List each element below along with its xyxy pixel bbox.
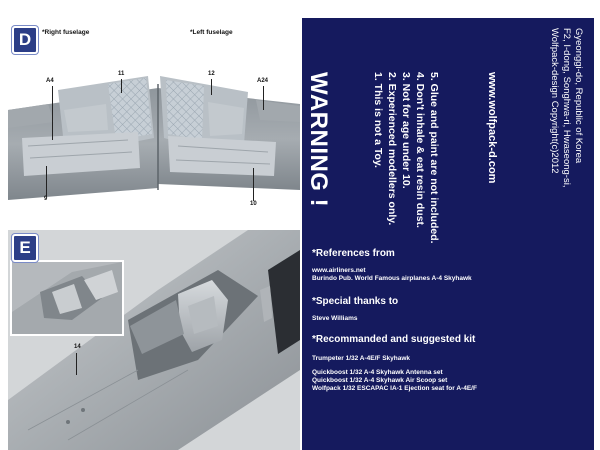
callout-10: 10 [250,201,257,207]
warning-line-4: 4. Don't inhale & eat resin dust. [414,72,426,228]
callout-9-leader [46,166,47,196]
callout-a4: A4 [46,78,54,84]
warning-line-3: 3. Not for age under 10. [400,72,412,189]
kits-section [312,334,592,393]
callout-a4-leader [52,86,53,140]
warning-line-5: 5. Glue and paint are not included. [428,72,440,244]
panel-e-cockpit-photo [8,230,300,450]
callout-12: 12 [208,71,215,77]
callout-10-leader [253,168,254,201]
callout-11: 11 [118,71,125,77]
callout-14-leader [76,353,77,375]
copyright-line-2: F2, I-dong, Songhwa-ri, Hwaseong-si, [561,28,572,188]
panel-e-badge: E [12,234,38,262]
kits-line-1: Quickboost 1/32 A-4 Skyhawk Antenna set [312,369,443,376]
kits-heading: *Recommanded and suggested kit [312,334,476,345]
references-line-1: www.airliners.net [312,267,366,274]
panel-d-badge: D [12,26,38,54]
cockpit-detail-inset [10,260,124,336]
warning-info-panel [302,18,594,450]
callout-9: 9 [44,196,48,202]
left-fuselage-label: *Left fuselage [190,29,233,36]
right-fuselage-label: *Right fuselage [42,29,90,36]
kits-line-2: Quickboost 1/32 A-4 Skyhawk Air Scoop set [312,377,448,384]
warning-line-1: 1. This is not a Toy. [372,72,384,168]
thanks-heading: *Special thanks to [312,296,399,307]
kits-main: Trumpeter 1/32 A-4E/F Skyhawk [312,355,411,362]
thanks-section [312,296,592,323]
references-heading: *References from [312,248,395,259]
cockpit-detail-photo [12,262,122,334]
kits-line-3: Wolfpack 1/32 ESCAPAC IA-1 Ejection seat for A-4E/F [312,385,477,392]
callout-12-leader [211,79,212,95]
references-section [312,248,592,283]
warning-title: WARNING ! [305,72,332,208]
callout-a24: A24 [257,78,269,84]
callout-14: 14 [74,344,81,350]
website-link[interactable]: www.wolfpack-d.com [486,72,498,184]
warning-line-2: 2. Experienced modellers only. [386,72,398,226]
copyright-line-3: Gyeonggi-do, Republic of Korea [573,28,584,164]
copyright-line-1: Wolfpack-design Copyright(c)2012 [549,28,560,174]
callout-a24-leader [263,86,264,110]
references-line-2: Burindo Pub. World Famous airplanes A-4 Skyhawk [312,275,472,282]
callout-11-leader [121,79,122,93]
panel-d-fuselage-photo [8,18,300,228]
thanks-line-1: Steve Williams [312,315,358,322]
